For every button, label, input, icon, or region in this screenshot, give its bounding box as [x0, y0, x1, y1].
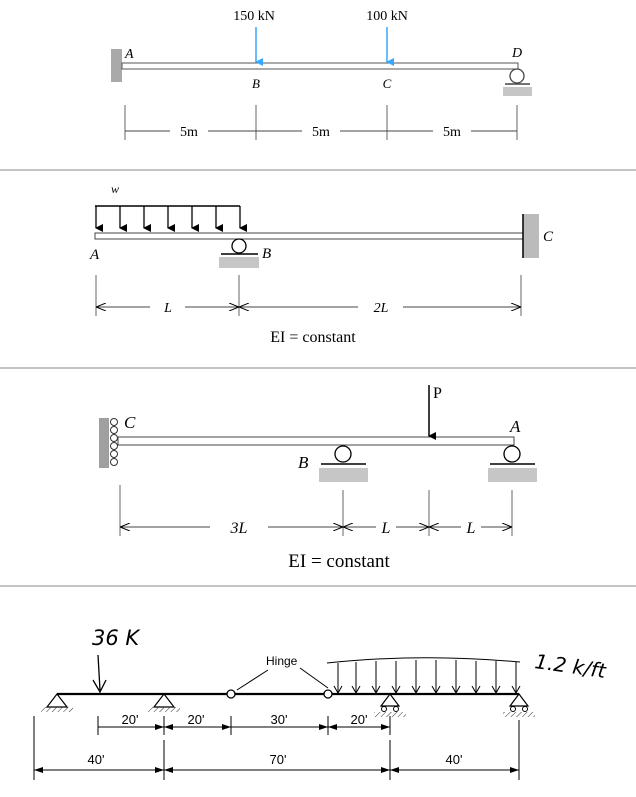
dim-top-3: 30' [270, 712, 288, 727]
pin-support-2 [148, 694, 180, 712]
pin-support-1 [41, 694, 73, 712]
load-b-label: 150 kN [233, 9, 275, 24]
dim-cd: 5m [443, 125, 461, 140]
roller-support-3 [374, 694, 406, 717]
label-c: C [124, 413, 136, 432]
load-w-label: w [111, 182, 120, 196]
dim-bottom-3: 40' [445, 752, 463, 767]
label-b: B [262, 246, 272, 262]
hinge-pointer [237, 670, 268, 690]
dim-bc: 2L [373, 301, 389, 316]
roller-b [232, 239, 246, 253]
udl-arrows-hand [334, 660, 520, 693]
label-c: C [543, 229, 554, 245]
roller-b-ground [219, 257, 259, 268]
load-p-label: P [433, 385, 442, 402]
panel-2 [89, 182, 554, 346]
beam-1 [122, 63, 518, 69]
point-load-arrow [93, 655, 106, 692]
roller-a-ground [488, 468, 537, 482]
ei-note: EI = constant [270, 329, 356, 346]
dim-p-a: L [466, 520, 476, 537]
hinge-pointer [300, 668, 328, 688]
dim-cb: 3L [230, 520, 248, 537]
panel-4 [34, 626, 608, 780]
beam-3 [118, 437, 514, 445]
point-load-label: 36 K [92, 626, 140, 650]
roller-support-4 [503, 694, 535, 717]
label-c: C [382, 76, 392, 91]
dim-top-2: 20' [187, 712, 205, 727]
guided-support-wall [99, 418, 109, 468]
label-b: B [252, 76, 260, 91]
dim-ab: 5m [180, 125, 198, 140]
dim-bottom-1: 40' [87, 752, 105, 767]
dist-load-label: 1.2 k/ft [533, 649, 608, 683]
dim-bottom-2: 70' [269, 752, 287, 767]
ticks-upper [98, 716, 390, 735]
panel-1 [111, 9, 532, 140]
label-b: B [298, 453, 309, 472]
hinge-label: Hinge [266, 654, 298, 668]
dim-top-1: 20' [121, 712, 139, 727]
dim-top-4: 20' [350, 712, 368, 727]
dim-ab: L [164, 301, 172, 316]
hinge-2 [324, 690, 332, 698]
label-a: A [510, 417, 521, 436]
guided-support-rollers [111, 419, 118, 466]
label-d: D [511, 46, 523, 61]
udl-arrows [96, 206, 240, 228]
fixed-support-c [523, 214, 539, 258]
dim-bc: 5m [312, 125, 330, 140]
beam-2 [95, 233, 523, 239]
roller-d-ground [503, 87, 532, 96]
load-c-label: 100 kN [366, 9, 408, 24]
roller-b [335, 446, 351, 462]
panel-3 [99, 385, 537, 572]
roller-a [504, 446, 520, 462]
dim-b-p: L [381, 520, 391, 537]
hinge-1 [227, 690, 235, 698]
roller-b-ground [319, 468, 368, 482]
roller-d [510, 69, 524, 83]
ei-note: EI = constant [288, 551, 390, 572]
fixed-support-a [111, 49, 122, 82]
label-a: A [90, 247, 100, 263]
label-a: A [125, 47, 134, 62]
